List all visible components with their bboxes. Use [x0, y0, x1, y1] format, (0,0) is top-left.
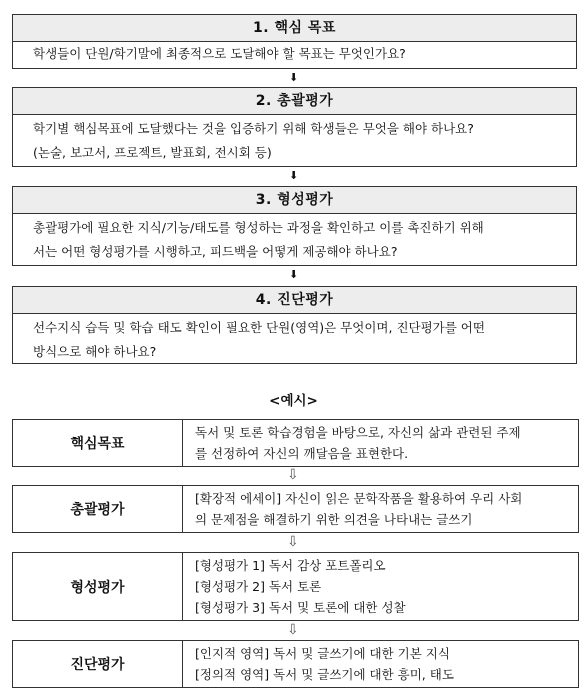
- step-line: 학생들이 단원/학기말에 최종적으로 도달해야 할 목표는 무엇인가요?: [33, 46, 406, 61]
- step-line: 서는 어떤 형성평가를 시행하고, 피드백을 어떻게 제공해야 하나요?: [33, 244, 398, 259]
- step-title: 2. 총괄평가: [13, 88, 576, 115]
- step-line: (논술, 보고서, 프로젝트, 발표회, 전시회 등): [33, 145, 272, 160]
- example-line: 독서 및 토론 학습경험을 바탕으로, 자신의 삶과 관련된 주제: [195, 425, 521, 440]
- example-line: [형성평가 1] 독서 감상 포트폴리오: [195, 558, 386, 573]
- example-row-label: 진단평가: [13, 641, 183, 687]
- step-line: 방식으로 해야 하나요?: [33, 344, 157, 359]
- example-title: <예시>: [269, 393, 318, 409]
- example-row-content: [183, 641, 578, 687]
- step-box-diagnostic: [12, 286, 577, 364]
- example-line: 를 선정하여 자신의 깨달음을 표현한다.: [195, 446, 409, 461]
- step-title: 1. 핵심 목표: [13, 15, 576, 42]
- example-row-diagnostic: [12, 640, 579, 688]
- step-description: [13, 214, 576, 264]
- step-description: [13, 314, 576, 364]
- down-arrow-icon: ⬇: [289, 268, 299, 281]
- example-row-label: 형성평가: [13, 553, 183, 620]
- step-box-core-goal: [12, 14, 577, 69]
- example-line: [인지적 영역] 독서 및 글쓰기에 대한 기본 지식: [195, 646, 450, 661]
- step-title: 4. 진단평가: [13, 287, 576, 314]
- down-arrow-icon: ⬇: [289, 71, 299, 84]
- step-description: [13, 115, 576, 165]
- example-row-label: 핵심목표: [13, 420, 183, 466]
- example-row-core-goal: [12, 419, 579, 467]
- down-arrow-icon: ⬇: [289, 169, 299, 182]
- example-row-summative: [12, 485, 579, 533]
- example-line: [형성평가 3] 독서 및 토론에 대한 성찰: [195, 600, 406, 615]
- example-row-content: [183, 553, 578, 620]
- example-line: [형성평가 2] 독서 토론: [195, 579, 322, 594]
- hollow-down-arrow-icon: ⇩: [287, 467, 299, 483]
- example-line: [확장적 에세이] 자신이 읽은 문학작품을 활용하여 우리 사회: [195, 491, 523, 506]
- example-row-content: [183, 420, 578, 466]
- hollow-down-arrow-icon: ⇩: [287, 622, 299, 638]
- step-line: 총괄평가에 필요한 지식/기능/태도를 형성하는 과정을 확인하고 이를 촉진하기 위해: [33, 220, 484, 235]
- step-line: 학기별 핵심목표에 도달했다는 것을 입증하기 위해 학생들은 무엇을 해야 하나요?: [33, 121, 474, 136]
- step-box-formative: [12, 186, 577, 266]
- example-row-label: 총괄평가: [13, 486, 183, 532]
- example-line: [정의적 영역] 독서 및 글쓰기에 대한 흥미, 태도: [195, 667, 454, 682]
- example-row-formative: [12, 552, 579, 621]
- step-description: [13, 42, 576, 66]
- step-title: 3. 형성평가: [13, 187, 576, 214]
- step-box-summative: [12, 87, 577, 167]
- example-line: 의 문제점을 해결하기 위한 의견을 나타내는 글쓰기: [195, 512, 473, 527]
- step-line: 선수지식 습득 및 학습 태도 확인이 필요한 단원(영역)은 무엇이며, 진단평가를 어떤: [33, 320, 485, 335]
- example-row-content: [183, 486, 578, 532]
- hollow-down-arrow-icon: ⇩: [287, 534, 299, 550]
